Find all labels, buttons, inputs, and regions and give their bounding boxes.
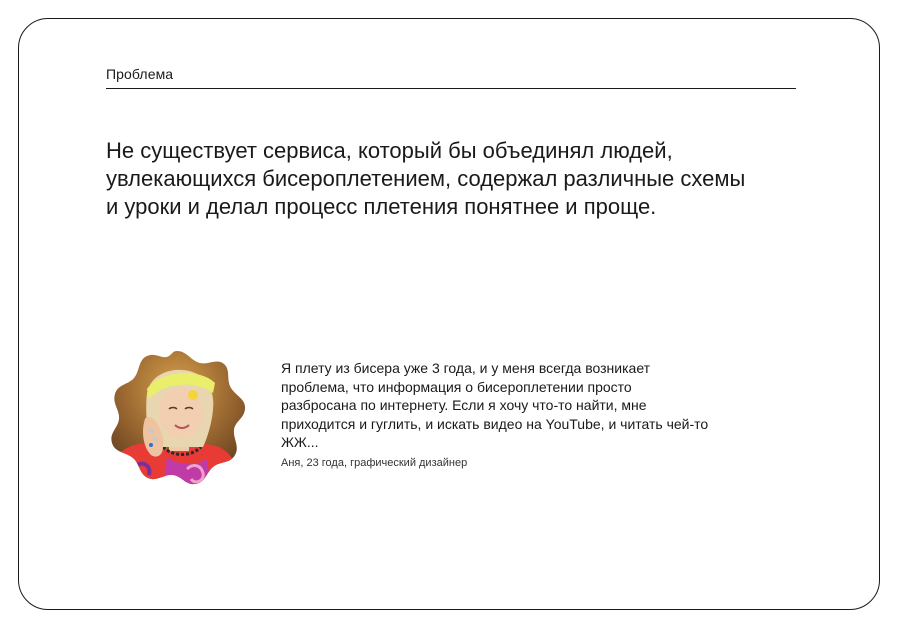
- slide-card: [18, 18, 880, 610]
- problem-statement: Не существует сервиса, который бы объединял людей, увлекающихся бисероплетением, содержал различные схемы и уроки и делал процесс плетения понятнее и проще.: [106, 138, 746, 219]
- testimonial-author: Аня, 23 года, графический дизайнер: [281, 457, 468, 469]
- avatar: [107, 347, 247, 487]
- testimonial-quote: Я плету из бисера уже 3 года, и у меня всегда возникает проблема, что информация о бисероплетении просто разбросана по интернету. Если я хочу что-то найти, мне приходится и гуглить, и искать видео на YouTube, и читать чей-то ЖЖ...: [281, 360, 709, 450]
- section-divider: [106, 88, 796, 89]
- avatar-photo-icon: [107, 347, 247, 487]
- section-label: Проблема: [106, 66, 174, 82]
